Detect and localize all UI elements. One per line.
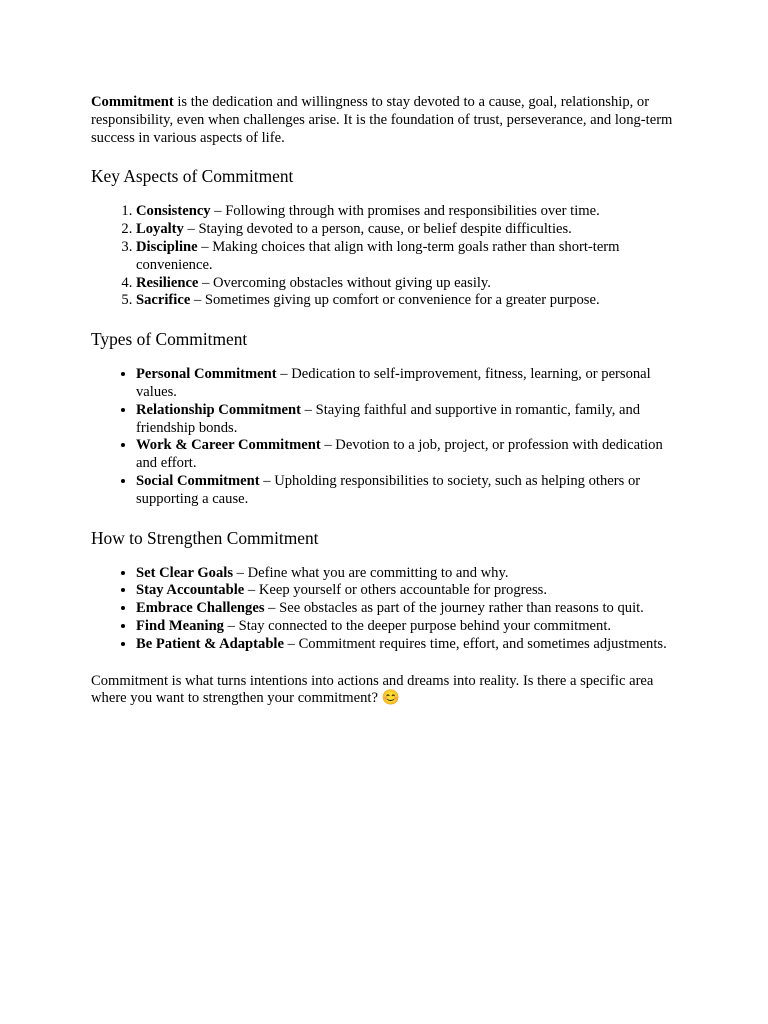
list-item [136,473,681,509]
list-item [136,600,681,618]
list-item-term: Resilience [136,274,199,291]
section-heading-types: Types of Commitment [91,329,248,350]
list-item-text: – Staying devoted to a person, cause, or belief despite difficulties. [183,221,572,238]
list-item [136,275,681,293]
list-item-term: Work & Career Commitment [136,437,321,454]
list-item-text: – See obstacles as part of the journey rather than reasons to quit. [264,600,644,617]
list-item-text: – Overcoming obstacles without giving up easily. [198,274,491,291]
list-item-term: Consistency [136,203,211,220]
intro-text: is the dedication and willingness to stay devoted to a cause, goal, relationship, or responsibility, even when challenges arise. It is the foundation of trust, perseverance, and long-term success in various aspects of life. [91,94,673,146]
list-item [136,366,681,402]
list-item [136,221,681,239]
list-item [136,402,681,438]
list-item [136,618,681,636]
list-item-text: – Stay connected to the deeper purpose behind your commitment. [223,617,612,634]
document-body [91,94,681,708]
intro-paragraph [91,94,681,147]
strengthen-list [91,565,681,654]
list-item-term: Find Meaning [136,617,224,634]
intro-term: Commitment [91,94,174,110]
list-item [136,636,681,654]
closing-paragraph: Commitment is what turns intentions into actions and dreams into reality. Is there a specific area where you want to strengthen your commitment? 😊 [91,672,654,707]
list-item-text: – Upholding responsibilities to society, such as helping others or supporting a cause. [136,472,641,507]
list-item [136,203,681,221]
section-heading-key-aspects: Key Aspects of Commitment [91,166,294,187]
list-item-text: – Devotion to a job, project, or profession with dedication and effort. [136,437,663,472]
key-aspects-list [91,203,681,310]
list-item-text: – Making choices that align with long-term goals rather than short-term convenience. [136,238,620,273]
list-item-term: Stay Accountable [136,582,245,599]
list-item-term: Personal Commitment [136,366,277,383]
list-item-term: Relationship Commitment [136,401,301,418]
list-item-term: Embrace Challenges [136,600,265,617]
list-item [136,292,681,310]
list-item-term: Set Clear Goals [136,564,234,581]
list-item-text: – Sometimes giving up comfort or convenience for a greater purpose. [190,292,600,309]
list-item [136,437,681,473]
list-item-text: – Keep yourself or others accountable for progress. [244,582,547,599]
types-list [91,366,681,508]
list-item-text: – Following through with promises and responsibilities over time. [210,203,600,220]
list-item [136,582,681,600]
list-item-term: Social Commitment [136,472,260,489]
section-heading-strengthen: How to Strengthen Commitment [91,527,319,548]
list-item-text: – Define what you are committing to and why. [233,564,509,581]
list-item-text: – Dedication to self-improvement, fitness, learning, or personal values. [136,366,651,400]
list-item-term: Loyalty [136,221,184,238]
list-item-term: Sacrifice [136,292,191,309]
list-item [136,239,681,275]
list-item-text: – Commitment requires time, effort, and sometimes adjustments. [283,635,667,652]
list-item [136,565,681,583]
list-item-text: – Staying faithful and supportive in romantic, family, and friendship bonds. [136,401,641,436]
list-item-term: Discipline [136,238,198,255]
list-item-term: Be Patient & Adaptable [136,635,284,652]
